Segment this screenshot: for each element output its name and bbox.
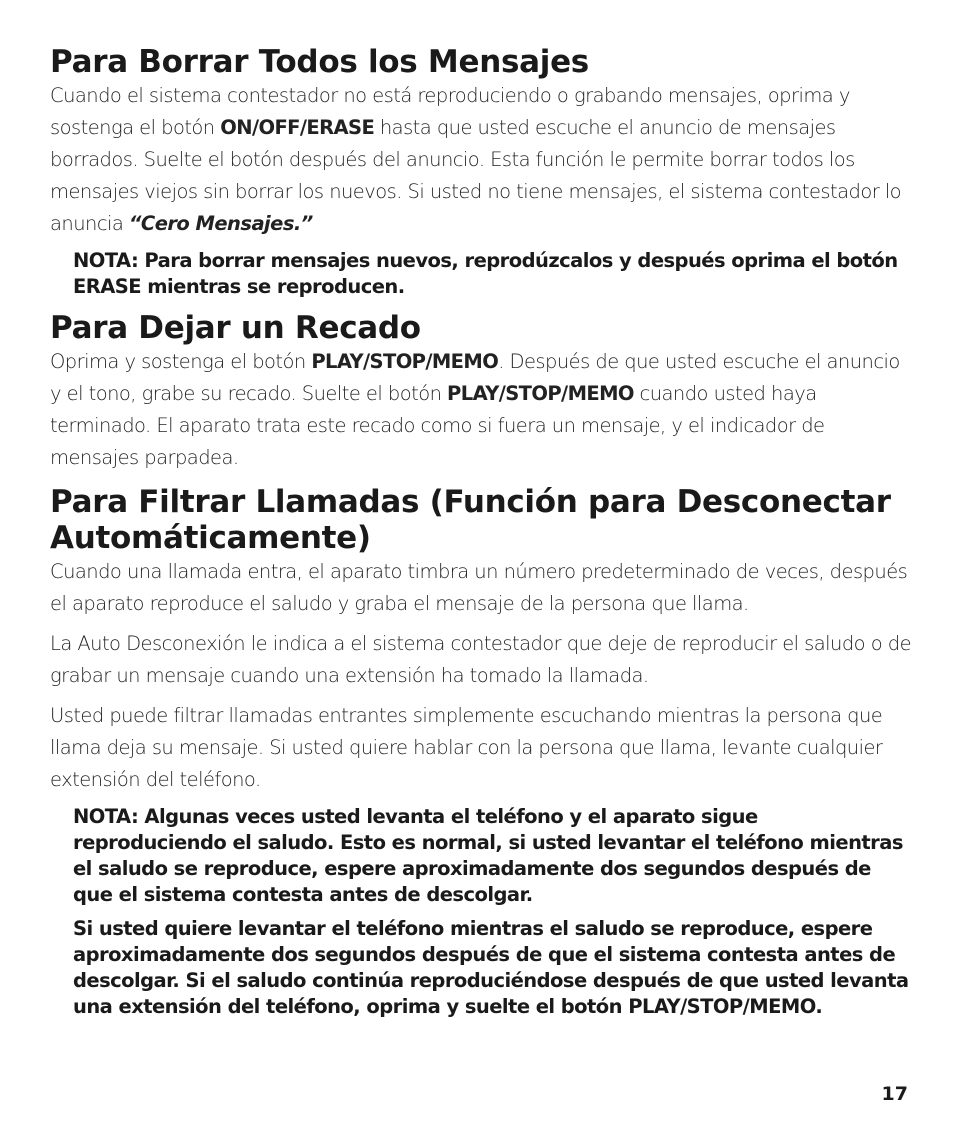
erase-all-paragraph: Cuando el sistema contestador no está reproduciendo o grabando mensajes, oprima y sostenga el botón ON/OFF/ERASE hasta que usted escuche el anuncio de mensajes borrados. Suelte el botón después del anuncio. Esta función le permite borrar todos los mensajes viejos sin borrar los nuevos. Si usted no tiene mensajes, el sistema contestador lo anuncia “Cero Mensajes.” bbox=[50, 84, 902, 235]
erase-all-note: NOTA: Para borrar mensajes nuevos, reprodúzcalos y después oprima el botón ERASE mientras se reproducen. bbox=[73, 249, 898, 298]
call-screening-paragraph-3: Usted puede filtrar llamadas entrantes simplemente escuchando mientras la persona que llama deja su mensaje. Si usted quiere hablar con la persona que llama, levante cualquier extensión del teléfono. bbox=[50, 704, 883, 791]
section-title-leave-memo: Para Dejar un Recado bbox=[50, 310, 421, 346]
call-screening-paragraph-1: Cuando una llamada entra, el aparato timbra un número predeterminado de veces, después el aparato reproduce el saludo y graba el mensaje de la persona que llama. bbox=[50, 560, 908, 615]
call-screening-note-2: Si usted quiere levantar el teléfono mientras el saludo se reproduce, espere aproximadamente dos segundos después de que el sistema contesta antes de descolgar. Si el saludo continúa reproduciéndose después de que usted levanta una extensión del teléfono, oprima y suelte el botón PLAY/STOP/MEMO. bbox=[73, 917, 909, 1018]
section-title-erase-all: Para Borrar Todos los Mensajes bbox=[50, 44, 589, 80]
call-screening-paragraph-2: La Auto Desconexión le indica a el sistema contestador que deje de reproducir el saludo o de grabar un mensaje cuando una extensión ha tomado la llamada. bbox=[50, 632, 912, 687]
section-title-call-screening: Para Filtrar Llamadas (Función para Desconectar Automáticamente) bbox=[50, 484, 891, 556]
call-screening-note-1: NOTA: Algunas veces usted levanta el teléfono y el aparato sigue reproduciendo el saludo. Esto es normal, si usted levantar el teléfono mientras el saludo se reproduce, espere aproximadamente dos segundos después de que el sistema contesta antes de descolgar. bbox=[73, 805, 903, 906]
manual-page bbox=[50, 44, 912, 1020]
play-stop-memo-label: PLAY/STOP/MEMO bbox=[311, 350, 499, 373]
leave-memo-paragraph: Oprima y sostenga el botón PLAY/STOP/MEMO. Después de que usted escuche el anuncio y el tono, grabe su recado. Suelte el botón PLAY/STOP/MEMO cuando usted haya terminado. El aparato trata este recado como si fuera un mensaje, y el indicador de mensajes parpadea. bbox=[50, 350, 900, 469]
play-stop-memo-label: PLAY/STOP/MEMO bbox=[447, 382, 634, 405]
zero-messages-quote: “Cero Mensajes.” bbox=[128, 212, 313, 235]
page-number: 17 bbox=[881, 1083, 908, 1105]
erase-button-label: ON/OFF/ERASE bbox=[220, 116, 375, 139]
